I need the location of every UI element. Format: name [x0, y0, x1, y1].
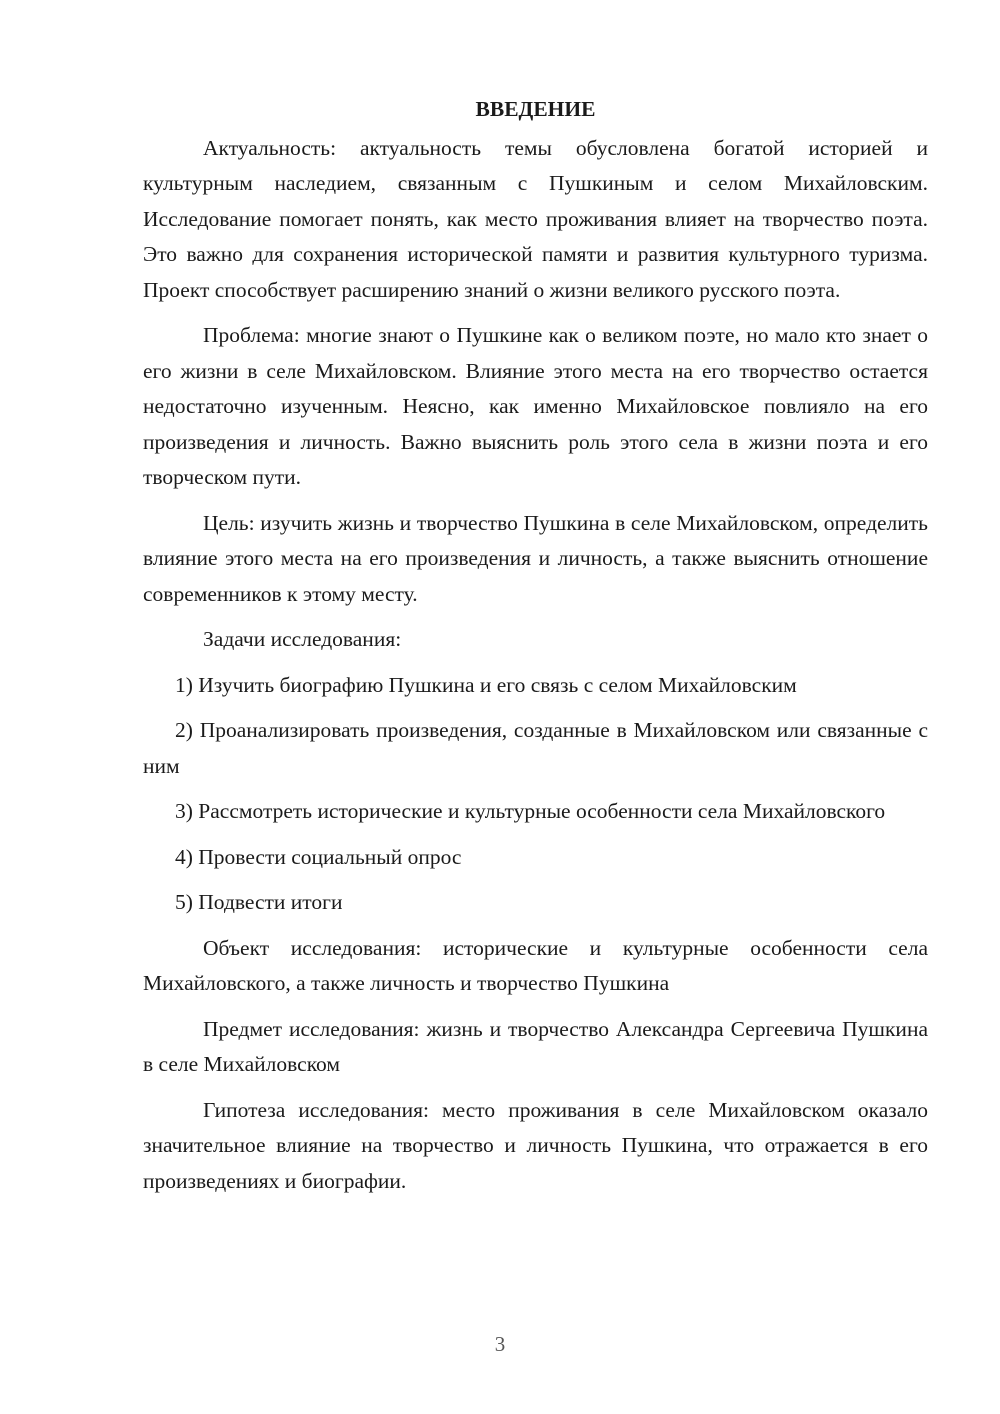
- object-paragraph: Объект исследования: исторические и культурные особенности села Михайловского, а также личность и творчество Пушкина: [143, 935, 928, 995]
- relevance-paragraph: Актуальность: актуальность темы обусловлена богатой историей и культурным наследием, связанным с Пушкиным и селом Михайловским. Исследование помогает понять, как место проживания влияет на творчество поэта. Это важно для сохранения исторической памяти и развития культурного туризма. Проект способствует расширению знаний о жизни великого русского поэта.: [143, 135, 928, 302]
- subject-paragraph: Предмет исследования: жизнь и творчество Александра Сергеевича Пушкина в селе Михайловском: [143, 1016, 928, 1076]
- task-item: 1) Изучить биографию Пушкина и его связь с селом Михайловским: [175, 672, 797, 697]
- problem-paragraph: Проблема: многие знают о Пушкине как о великом поэте, но мало кто знает о его жизни в селе Михайловском. Влияние этого места на его творчество остается недостаточно изученным. Неясно, как именно Михайловское повлияло на его произведения и личность. Важно выяснить роль этого села в жизни поэта и его творческом пути.: [143, 323, 928, 489]
- hypothesis-paragraph: Гипотеза исследования: место проживания в селе Михайловском оказало значительное влияние на творчество и личность Пушкина, что отражается в его произведениях и биографии.: [143, 1097, 928, 1193]
- task-item: 4) Провести социальный опрос: [175, 844, 462, 869]
- tasks-heading: Задачи исследования:: [203, 627, 402, 651]
- document-page: [143, 92, 928, 1209]
- goal-paragraph: Цель: изучить жизнь и творчество Пушкина в селе Михайловском, определить влияние этого места на его произведения и личность, а также выяснить отношение современников к этому месту.: [143, 510, 928, 606]
- page-number: 3: [494, 1332, 506, 1356]
- task-item: 3) Рассмотреть исторические и культурные особенности села Михайловского: [175, 799, 886, 823]
- task-item: 2) Проанализировать произведения, созданные в Михайловском или связанные с ним: [143, 718, 928, 778]
- section-title: ВВЕДЕНИЕ: [475, 97, 596, 121]
- task-item: 5) Подвести итоги: [175, 890, 343, 914]
